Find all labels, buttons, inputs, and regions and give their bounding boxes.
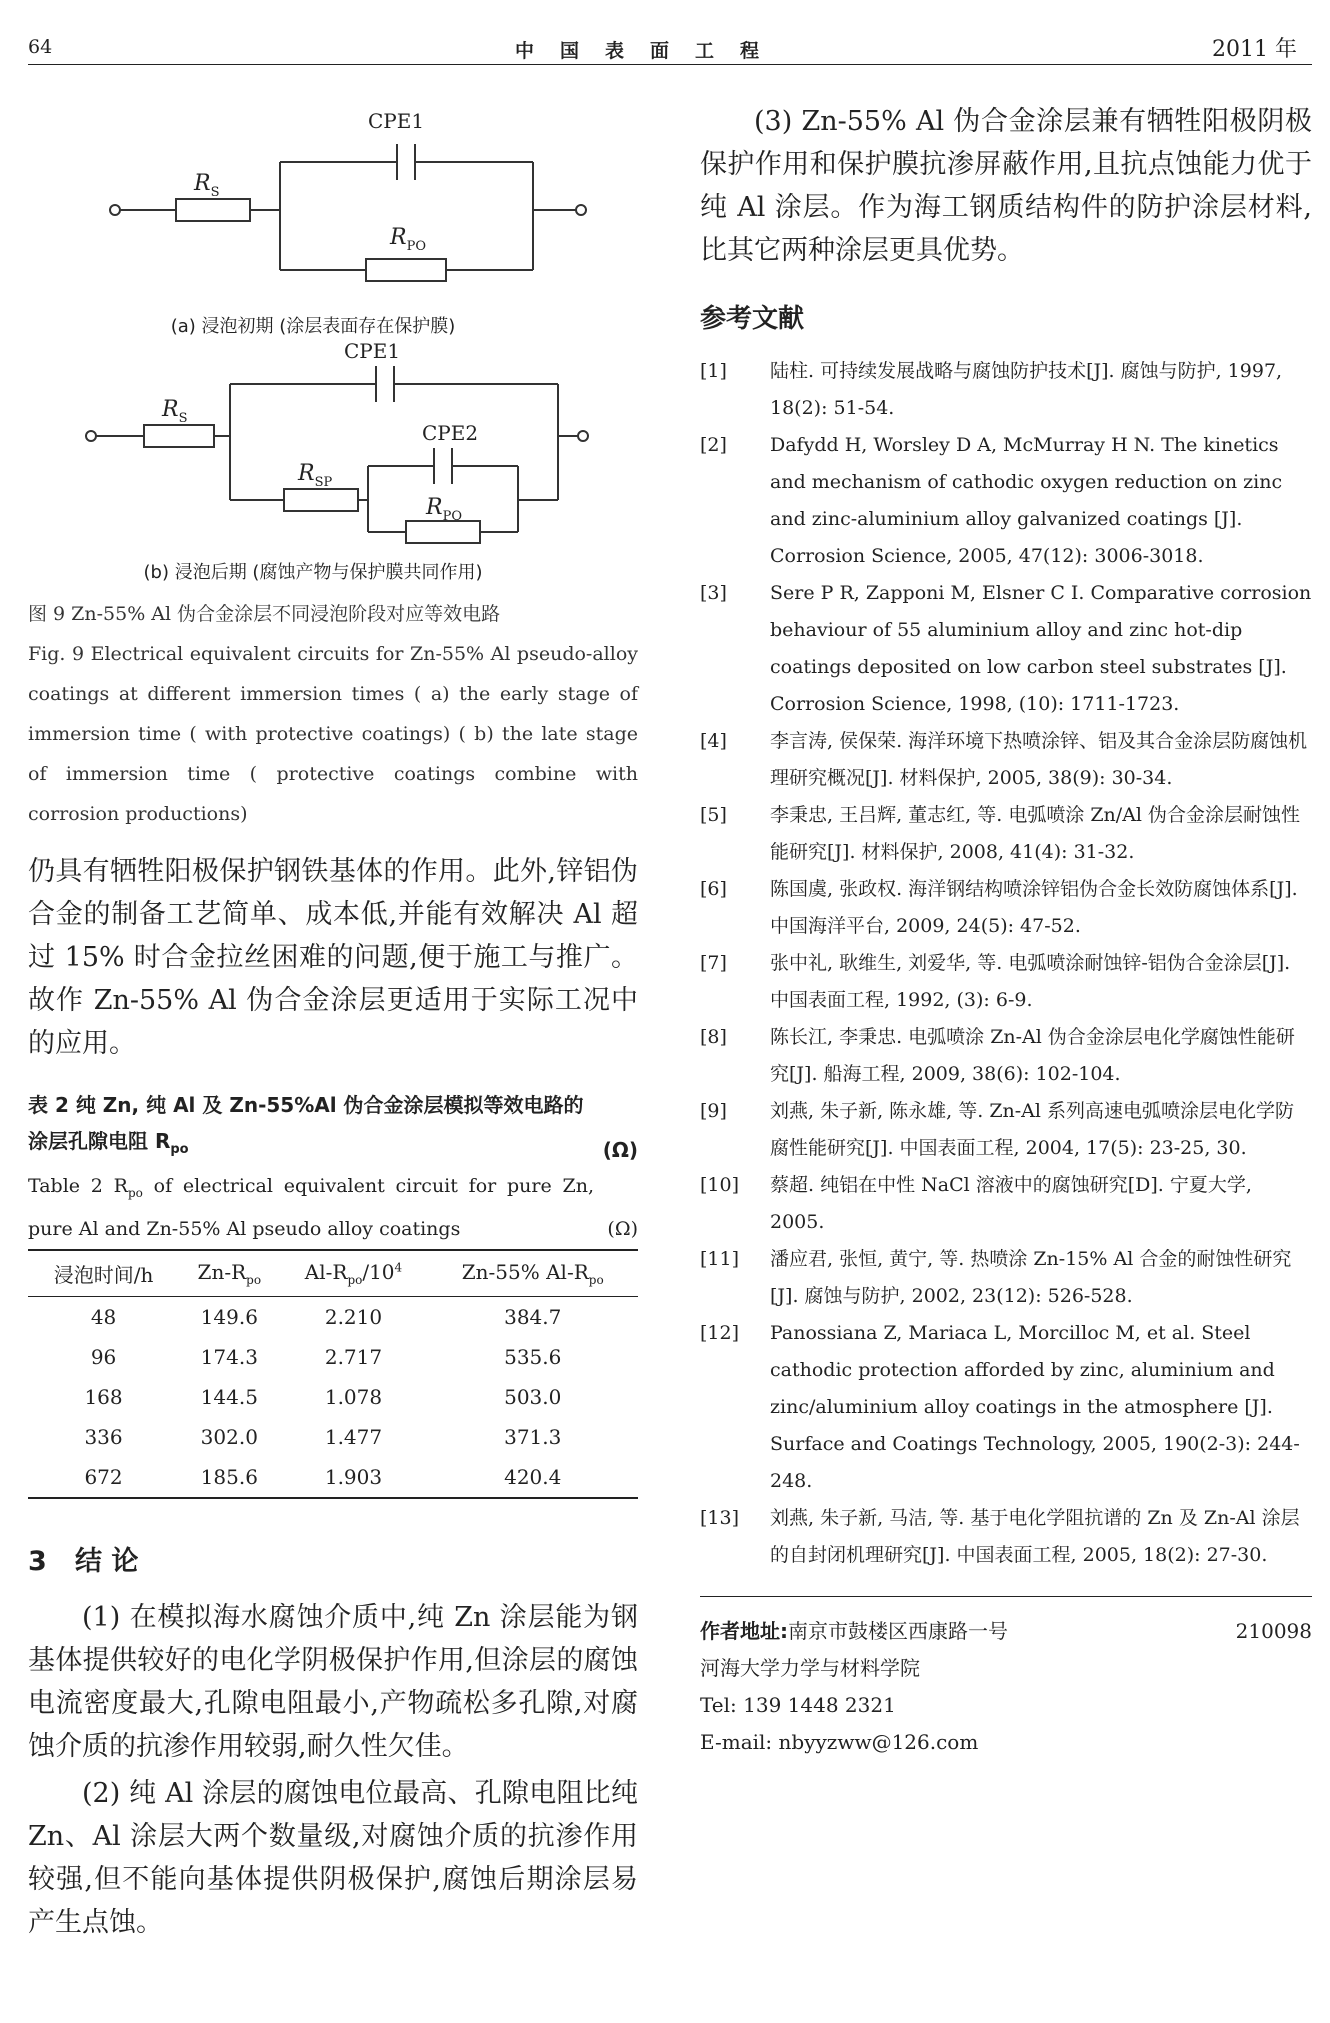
conclusion-body xyxy=(28,1596,638,1944)
label-rpo-b: R xyxy=(426,495,443,520)
table2-title-cn: 表 2 纯 Zn, 纯 Al 及 Zn-55%Al 伪合金涂层模拟等效电路的涂层孔隙电阻 $R_{po}$ (Ω) xyxy=(28,1087,638,1168)
left-column xyxy=(28,100,638,1944)
reference-item: [7] 张中礼, 耿维生, 刘爱华, 等. 电弧喷涂耐蚀锌-铝伪合金涂层[J]. 中国表面工程, 1992, (3): 6-9. xyxy=(700,952,1291,1011)
table2 xyxy=(28,1087,638,1499)
page-number: 64 xyxy=(28,36,53,58)
table-row: 672 185.6 1.903 420.4 xyxy=(28,1457,638,1498)
reference-item: [1] 陆柱. 可持续发展战略与腐蚀防护技术[J]. 腐蚀与防护, 1997, 18(2): 51-54. xyxy=(700,360,1283,419)
figure-caption-a: (a) 浸泡初期 (涂层表面存在保护膜) xyxy=(170,316,456,337)
figure9-caption-cn: 图 9 Zn-55% Al 伪合金涂层不同浸泡阶段对应等效电路 xyxy=(28,603,501,625)
right-column xyxy=(700,100,1312,1761)
col-header-zn: $Zn-R_{po}$ xyxy=(179,1250,279,1297)
journal-title: 中国表面工程 xyxy=(515,40,786,62)
resistor-rpo-b xyxy=(406,521,480,543)
col-header-time: 浸泡时间/h xyxy=(28,1250,179,1297)
terminal-right-b xyxy=(578,431,588,441)
svg-text:RSP: $R_{SP}$ xyxy=(298,461,333,490)
conclusion-para-3: (3) Zn-55% Al 伪合金涂层兼有牺牲阳极阴极保护作用和保护膜抗渗屏蔽作用,且抗点蚀能力优于纯 Al 涂层。作为海工钢质结构件的防护涂层材料,比其它两种涂层更具优势。 xyxy=(700,106,1312,266)
author-institution: 河海大学力学与材料学院 xyxy=(700,1656,920,1680)
resistor-rpo-a xyxy=(366,259,446,281)
table2-grid xyxy=(28,1249,638,1499)
section-heading-conclusion: 3 结 论 xyxy=(28,1545,139,1577)
reference-item: [2] Dafydd H, Worsley D A, McMurray H N. The kinetics and mechanism of cathodic oxygen reduction on zinc and zinc-aluminium alloy galvanized coatings [J]. Corrosion Science, 2005, 47(12): 3006-3018. xyxy=(700,434,1283,567)
col-header-znal: Zn-55% $Al-R_{po}$ xyxy=(427,1250,638,1297)
label-rs-a: R xyxy=(194,171,211,196)
label-rpo-a: R xyxy=(390,225,407,250)
circuit-diagram-b xyxy=(28,342,638,552)
terminal-left-b xyxy=(86,431,96,441)
author-address-label: 作者地址: xyxy=(700,1619,788,1643)
conclusion-para-2: (2) 纯 Al 涂层的腐蚀电位最高、孔隙电阻比纯 Zn、Al 涂层大两个数量级,对腐蚀介质的抗渗作用较强,但不能向基体提供阴极保护,腐蚀后期涂层易产生点蚀。 xyxy=(28,1777,638,1938)
table-row: 48 149.6 2.210 384.7 xyxy=(90,1304,562,1329)
label-cpe1-b: CPE1 xyxy=(344,342,401,363)
figure-caption-b: (b) 浸泡后期 (腐蚀产物与保护膜共同作用) xyxy=(143,562,483,583)
table-row: 96 174.3 2.717 535.6 xyxy=(90,1344,562,1369)
reference-list xyxy=(700,353,1312,1574)
author-tel: Tel: 139 1448 2321 xyxy=(700,1693,896,1717)
author-address: 南京市鼓楼区西康路一号 xyxy=(788,1619,1008,1643)
label-cpe2-b: CPE2 xyxy=(422,421,479,445)
reference-item: [5] 李秉忠, 王吕辉, 董志红, 等. 电弧喷涂 Zn/Al 伪合金涂层耐蚀性能研究[J]. 材料保护, 2008, 41(4): 31-32. xyxy=(700,804,1301,863)
table2-unit-cn: (Ω) xyxy=(602,1138,638,1162)
svg-text:RPO: $R_{PO}$ xyxy=(426,495,462,524)
col-header-al: $Al-R_{po}/10^4$ xyxy=(280,1250,428,1297)
author-email: E-mail: nbyyzww@126.com xyxy=(700,1730,979,1754)
table2-unit-en: (Ω) xyxy=(607,1217,638,1240)
header-rule xyxy=(28,64,1312,65)
terminal-right-a xyxy=(576,205,586,215)
terminal-left-a xyxy=(110,205,120,215)
label-rs-b: R xyxy=(162,397,179,422)
table-header-row xyxy=(28,1250,638,1297)
reference-item: [13] 刘燕, 朱子新, 马洁, 等. 基于电化学阻抗谱的 Zn 及 Zn-Al 涂层的自封闭机理研究[J]. 中国表面工程, 2005, 18(2): 27-30. xyxy=(700,1507,1300,1566)
table-row: 336 302.0 1.477 371.3 xyxy=(84,1424,562,1449)
reference-item: [9] 刘燕, 朱子新, 陈永雄, 等. Zn-Al 系列高速电弧喷涂层电化学防腐性能研究[J]. 中国表面工程, 2004, 17(5): 23-25, 30. xyxy=(700,1100,1295,1159)
resistor-rs-a xyxy=(176,199,250,221)
resistor-rs-b xyxy=(144,425,214,447)
resistor-rsp-b xyxy=(284,489,358,511)
svg-text:RPO: $R_{PO}$ xyxy=(390,225,426,254)
reference-item: [8] 陈长江, 李秉忠. 电弧喷涂 Zn-Al 伪合金涂层电化学腐蚀性能研究[J]. 船海工程, 2009, 38(6): 102-104. xyxy=(700,1026,1295,1085)
reference-item: [4] 李言涛, 侯保荣. 海洋环境下热喷涂锌、铝及其合金涂层防腐蚀机理研究概况[J]. 材料保护, 2005, 38(9): 30-34. xyxy=(700,730,1308,789)
circuit-diagram-a xyxy=(28,100,638,310)
table-row: 168 144.5 1.078 503.0 xyxy=(84,1384,562,1409)
conclusion-para-1: (1) 在模拟海水腐蚀介质中,纯 Zn 涂层能为钢基体提供较好的电化学阴极保护作用,但涂层的腐蚀电流密度最大,孔隙电阻最小,产物疏松多孔隙,对腐蚀介质的抗渗作用较弱,耐久性欠佳。 xyxy=(28,1601,638,1762)
svg-text:RS: $R_S$ xyxy=(162,397,188,426)
svg-text:RS: $R_S$ xyxy=(194,171,220,200)
author-address-block xyxy=(700,1613,1312,1761)
left-body-paragraph: 仍具有牺牲阳极保护钢铁基体的作用。此外,锌铝伪合金的制备工艺简单、成本低,并能有效解决 Al 超过 15% 时合金拉丝困难的问题,便于施工与推广。故作 Zn-55% Al 伪合金涂层更适用于实际工况中的应用。 xyxy=(28,856,638,1059)
reference-item: [3] Sere P R, Zapponi M, Elsner C I. Comparative corrosion behaviour of 55 aluminium alloy and zinc hot-dip coatings deposited on low carbon steel substrates [J]. Corrosion Science, 1998, (10): 1711-1723. xyxy=(700,582,1312,715)
reference-item: [6] 陈国虞, 张政权. 海洋钢结构喷涂锌铝伪合金长效防腐蚀体系[J]. 中国海洋平台, 2009, 24(5): 47-52. xyxy=(700,878,1298,937)
reference-item: [12] Panossiana Z, Mariaca L, Morcilloc M, et al. Steel cathodic protection afforded by zinc, aluminium and zinc/aluminium alloy coatings in the atmosphere [J]. Surface and Coatings Technology, 2005, 190(2-3): 244-248. xyxy=(700,1322,1300,1492)
label-cpe1-a: CPE1 xyxy=(368,109,425,133)
svg-text:CPE1 xyxy=(368,109,424,133)
label-rsp-b: R xyxy=(298,461,315,486)
reference-item: [11] 潘应君, 张恒, 黄宁, 等. 热喷涂 Zn-15% Al 合金的耐蚀性研究[J]. 腐蚀与防护, 2002, 23(12): 526-528. xyxy=(700,1248,1292,1307)
references-heading: 参考文献 xyxy=(700,304,805,334)
journal-year: 2011 年 xyxy=(1212,37,1297,62)
author-postcode: 210098 xyxy=(1235,1619,1312,1643)
table2-title-en: Table 2 $R_{po}$ of electrical equivalent circuit for pure Zn, pure Al and Zn-55% Al pseudo alloy coatings (Ω) xyxy=(28,1168,638,1247)
reference-item: [10] 蔡超. 纯铝在中性 NaCl 溶液中的腐蚀研究[D]. 宁夏大学, 2005. xyxy=(700,1174,1252,1233)
figure9-caption-en: Fig. 9 Electrical equivalent circuits for Zn-55% Al pseudo-alloy coatings at different immersion times ( a) the early stage of immersion time ( with protective coatings) ( b) the late stage of immersion time ( protective coatings combine with corrosion productions) xyxy=(28,643,638,825)
address-rule xyxy=(700,1596,1312,1597)
